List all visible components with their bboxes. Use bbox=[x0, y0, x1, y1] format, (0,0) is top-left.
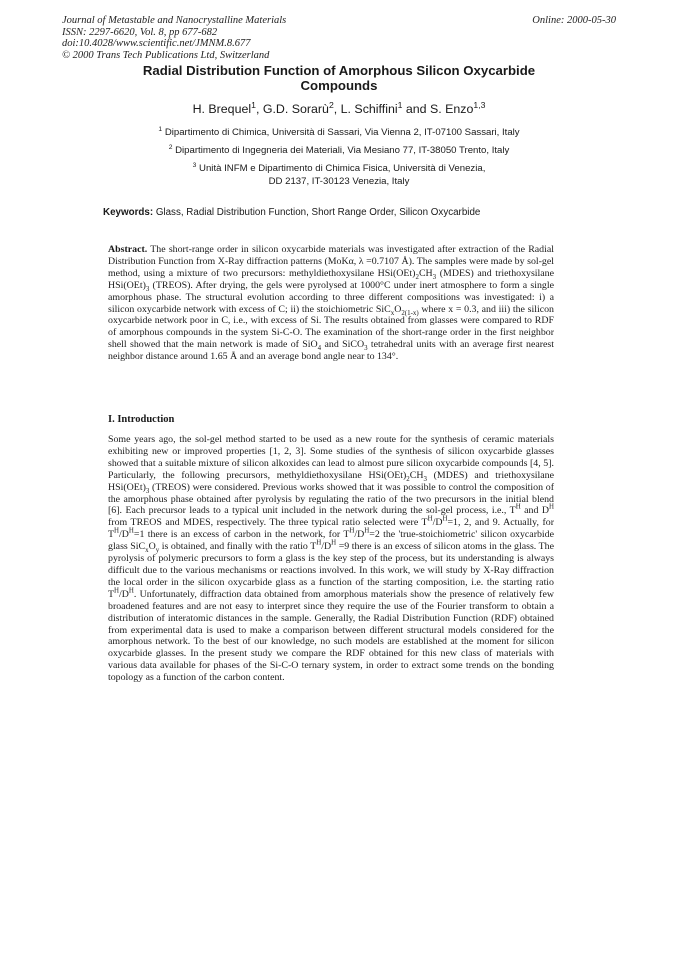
author-name: , L. Schiffini bbox=[333, 102, 398, 116]
affiliation-marker: 1,3 bbox=[473, 99, 486, 110]
abstract-label: Abstract. bbox=[108, 244, 148, 255]
text-run: H bbox=[515, 504, 521, 512]
text-run: H bbox=[114, 527, 120, 535]
copyright-line: © 2000 Trans Tech Publications Ltd, Switzerland bbox=[62, 49, 270, 61]
text-run: H bbox=[114, 587, 120, 595]
text-run: 3 bbox=[364, 345, 368, 353]
title-line-1: Radial Distribution Function of Amorphous Silicon Oxycarbide bbox=[142, 63, 536, 78]
text-run: x bbox=[145, 547, 149, 555]
text-run: 2(1-x) bbox=[401, 309, 419, 317]
text-run: 3 bbox=[432, 273, 437, 281]
text-run: H bbox=[128, 587, 134, 595]
keywords-text: Glass, Radial Distribution Function, Short Range Order, Silicon Oxycarbide bbox=[153, 207, 481, 218]
doi-line: doi:10.4028/www.scientific.net/JMNM.8.677 bbox=[62, 38, 251, 49]
keywords-label: Keywords: bbox=[103, 207, 154, 218]
text-run: 2 bbox=[415, 273, 419, 281]
affiliation-marker: 2 bbox=[328, 99, 334, 110]
journal-header bbox=[62, 15, 286, 61]
online-date: Online: 2000-05-30 bbox=[532, 15, 616, 26]
text-run: 3 bbox=[145, 487, 150, 495]
text-run: H bbox=[128, 527, 134, 535]
text-run: 3 bbox=[145, 285, 150, 293]
text-run: H bbox=[364, 527, 370, 535]
text-run: /D bbox=[119, 588, 129, 600]
text-run: H bbox=[349, 527, 355, 535]
affiliation-2: $^2$ Dipartimento di Ingegneria dei Materiali, Via Mesiano 77, IT-38050 Trento, Italy bbox=[168, 143, 510, 156]
text-run: where x = 0.3, and iii) the silicon oxycarbide network poor in C, i.e., with excess of Si. The results obtained from glasses were compared to RDF of amorphous compounds in the system Si-C-O. The examination of the short-range order in the first neighbor shell showed that the main network is made of SiO bbox=[108, 303, 554, 351]
text-run: CH bbox=[409, 469, 424, 481]
text-run: y bbox=[155, 547, 160, 555]
text-run: O bbox=[394, 303, 402, 315]
text-run: from TREOS and MDES, respectively. The three typical ratio selected were T bbox=[108, 517, 428, 529]
author-name: H. Brequel bbox=[192, 102, 252, 116]
text-run: is obtained, and finally with the ratio T bbox=[159, 541, 317, 553]
affiliation-3: $^3$ Unità INFM e Dipartimento di Chimica Fisica, Università di Venezia, DD 2137, IT-30123 Venezia, Italy bbox=[192, 161, 486, 187]
author-list bbox=[40, 99, 638, 116]
text-run: H bbox=[549, 504, 554, 512]
text-run: 4 bbox=[317, 345, 322, 353]
text-run: /D bbox=[354, 529, 365, 541]
text-run: O bbox=[148, 541, 156, 553]
text-run: =1 there is an excess of carbon in the network, for T bbox=[133, 529, 350, 541]
text-run: /D bbox=[321, 541, 332, 553]
text-run: tetrahedral units with an average first nearest neighbor distance around 1.65 Å and an average bond angle near to 134°. bbox=[108, 339, 554, 363]
text-run: and D bbox=[520, 505, 549, 517]
text-run: The short-range order in silicon oxycarbide materials was investigated after extraction of the Radial Distribution Function from X-Ray diffraction patterns (MoKα, λ =0.7107 Å). The samples were made by sol-gel method, using a mixture of two precursors: methyldiethoxysilane HSi(OEt) bbox=[108, 244, 554, 279]
section-heading: I. Introduction bbox=[108, 414, 175, 425]
text-run: H bbox=[442, 516, 448, 524]
affiliation-1: $^1$ Dipartimento di Chimica, Università di Sassari, Via Vienna 2, IT-07100 Sassari, Italy bbox=[158, 125, 520, 138]
affiliation-marker: 1 bbox=[397, 99, 403, 110]
text-run: 3 bbox=[423, 475, 427, 483]
keywords bbox=[103, 207, 603, 218]
text-run: H bbox=[331, 539, 337, 547]
text-run: /D bbox=[119, 529, 129, 541]
issn-line: ISSN: 2297-6620, Vol. 8, pp 677-682 bbox=[62, 26, 218, 38]
text-run: H bbox=[316, 539, 322, 547]
affiliation-marker: 1 bbox=[251, 99, 256, 110]
author-name: , G.D. Sorarù bbox=[255, 102, 329, 116]
abstract bbox=[108, 244, 554, 363]
text-run: . Unfortunately, diffraction data obtained from amorphous materials show the presence of relatively few broadened features and are not easy to interpret since they require the use of the Fourier transform to obtain a distribution of interatomic distances in the sample. Generally, the Radial Distribution Function (RDF) obtained from experimental data is used to make a comparison between different structural models considered for the amorphous network. To the best of our knowledge, no such models are established at the moment for silicon oxycarbide glasses. In the present study we compare the RDF obtained for this new class of materials with various data available for phases of the Si-C-O ternary system, in order to extract some trends on the bonding topology as a function of the carbon content. bbox=[108, 588, 554, 684]
journal-name: Journal of Metastable and Nanocrystalline Materials bbox=[62, 15, 287, 26]
text-run: and SiCO bbox=[321, 339, 365, 351]
text-run: /D bbox=[432, 517, 443, 529]
text-run: CH bbox=[418, 267, 433, 279]
text-run: Some years ago, the sol-gel method started to be used as a new route for the synthesis of ceramic materials exhibiting new or improved properties [1, 2, 3]. Some studies of the synthesis of silicon oxycarbide glasses showed that a suitable mixture of silicon alkoxides can lead to almost pure silicon oxycarbide compounds [4, 5]. Particularly, the following precursors, methyldiethoxysilane HSi(OEt) bbox=[108, 434, 554, 481]
text-run: (TREOS) were considered. Previous works showed that it was possible to control the composition of the amorphous phase obtained after pyrolysis by regulating the ratio of the two precursors in the initial blend [6]. Each precursor leads to a typical unit included in the network during the sol-gel process, i.e., T bbox=[108, 481, 554, 517]
text-run: 2 bbox=[406, 475, 410, 483]
author-name: and S. Enzo bbox=[402, 102, 474, 116]
text-run: =9 there is an excess of silicon atoms in the glass. The pyrolysis of polymeric precursors to form a glass is the key step of the process, but its understanding is always difficult due to the various mechanisms or reactions involved. In this work, we will study by X-Ray diffraction the local order in the silicon oxycarbide glass as a function of the starting composition, i.e. the starting ratio T bbox=[108, 541, 554, 600]
title-line-2: Compounds bbox=[300, 78, 378, 93]
text-run: =2 the 'true-stoichiometric' silicon oxycarbide glass SiC bbox=[108, 529, 554, 553]
text-run: (MDES) and triethoxysilane HSi(OEt) bbox=[108, 469, 554, 493]
text-run: H bbox=[427, 516, 433, 524]
text-run: (MDES) and triethoxysilane HSi(OEt) bbox=[108, 267, 554, 291]
text-run: (TREOS). After drying, the gels were pyrolysed at 1000°C under inert atmosphere to form a single amorphous phase. The structural evolution according to three different compositions was investigated: i) a silicon oxycarbide network with excess of C; ii) the stoichiometric SiC bbox=[108, 279, 554, 315]
text-run: x bbox=[390, 309, 395, 317]
introduction-text bbox=[108, 434, 554, 684]
paper-title bbox=[40, 63, 638, 93]
text-run: =1, 2, and 9. Actually, for T bbox=[108, 517, 554, 541]
